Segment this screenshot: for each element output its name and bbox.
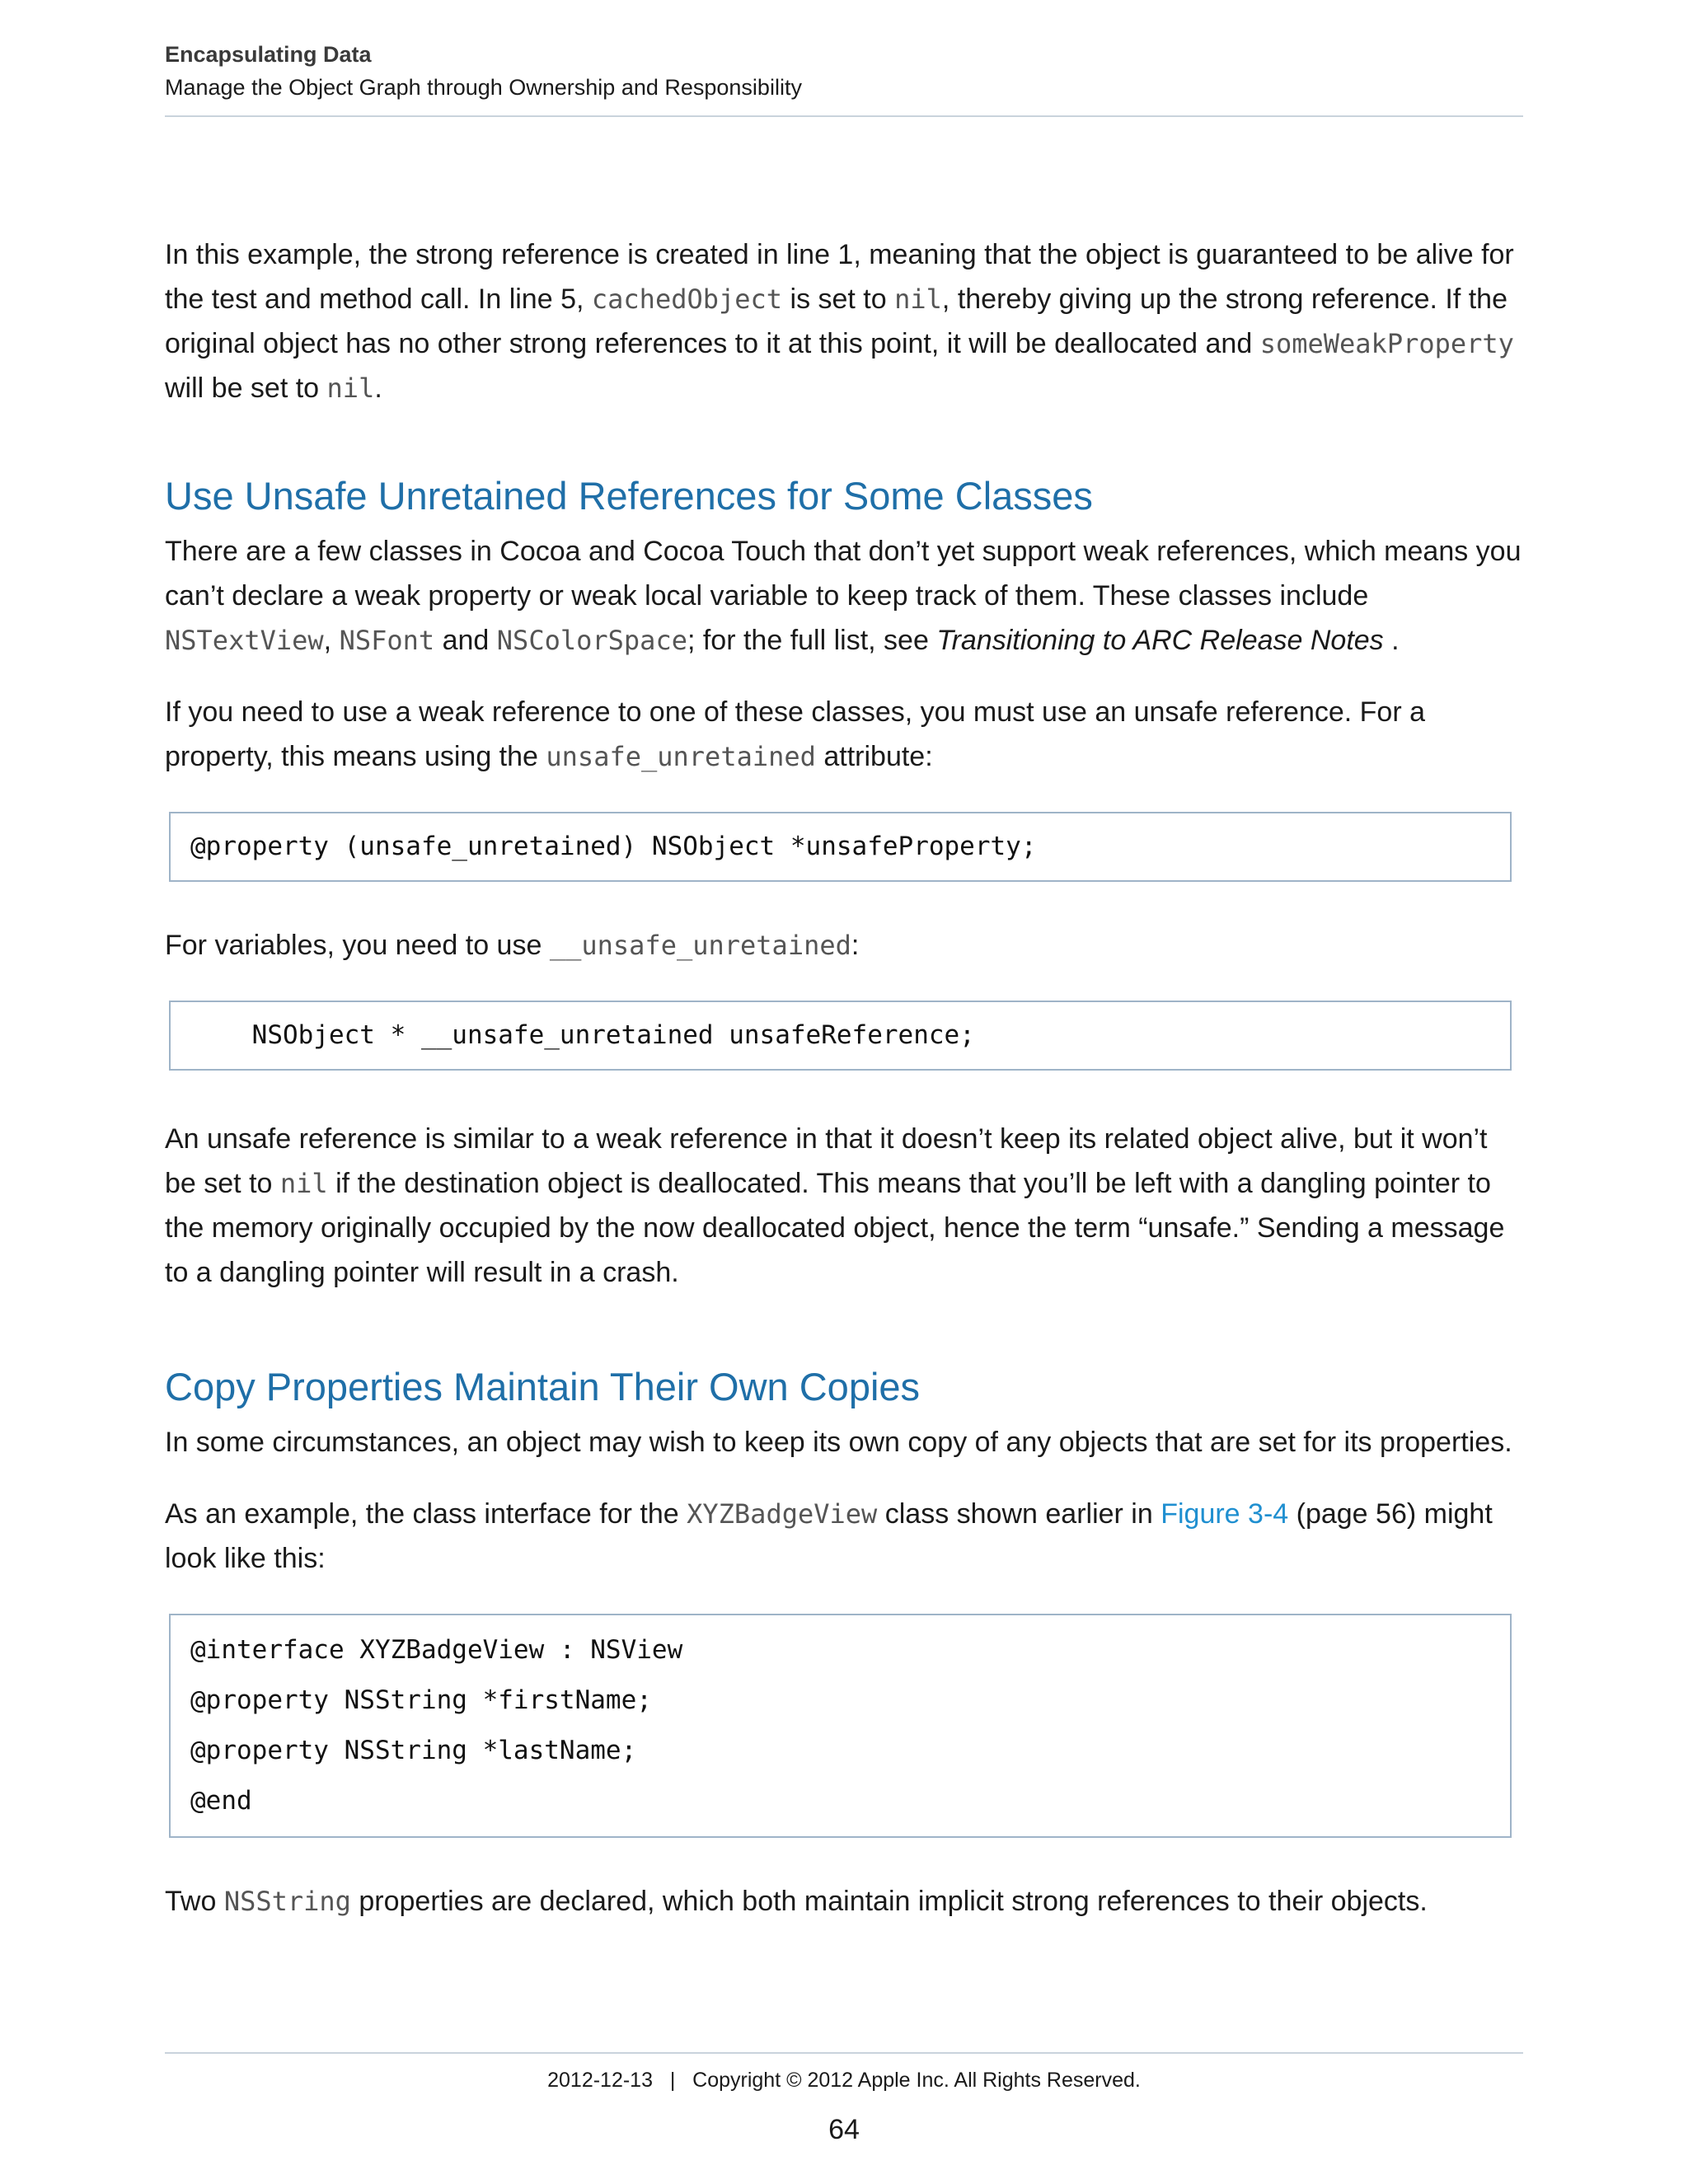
code-nil: nil bbox=[326, 373, 375, 404]
copyright-line: 2012-12-13 | Copyright © 2012 Apple Inc. All Rights Reserved. bbox=[547, 2069, 1141, 2092]
paragraph-nsstring-properties bbox=[165, 1879, 1523, 1924]
code-nil: nil bbox=[279, 1168, 328, 1199]
text-run: Two bbox=[165, 1886, 224, 1917]
text-run: properties are declared, which both maintain implicit strong references to their objects. bbox=[350, 1886, 1428, 1917]
code-nil: nil bbox=[894, 284, 942, 315]
code-nsfont: NSFont bbox=[339, 625, 435, 656]
code-line: @property (unsafe_unretained) NSObject *unsafeProperty; bbox=[190, 832, 1037, 861]
text-run: : bbox=[851, 930, 860, 961]
main-content bbox=[165, 232, 1523, 1924]
paragraph-strong-reference bbox=[165, 232, 1523, 410]
text-run: class shown earlier in bbox=[877, 1498, 1161, 1530]
chapter-title: Encapsulating Data bbox=[165, 42, 372, 67]
code-line: @end bbox=[190, 1786, 252, 1816]
paragraph-own-copy: In some circumstances, an object may wish to keep its own copy of any objects that are set for its properties. bbox=[165, 1427, 1512, 1458]
text-run: An unsafe reference is similar to a weak reference in that it doesn’t keep its related object alive, but it won’t be set to bbox=[165, 1123, 1488, 1199]
paragraph-unsafe-property bbox=[165, 690, 1523, 779]
header-divider bbox=[165, 115, 1523, 117]
text-run: (page 56) might look like this: bbox=[165, 1498, 1493, 1574]
footer-divider bbox=[165, 2052, 1523, 2054]
doc-title-reference: Transitioning to ARC Release Notes bbox=[936, 625, 1384, 656]
text-run: , bbox=[323, 625, 340, 656]
text-run: will be set to bbox=[165, 373, 327, 404]
code-block-interface bbox=[169, 1614, 1512, 1838]
running-header bbox=[165, 38, 1523, 104]
heading-unsafe-unretained: Use Unsafe Unretained References for Some Classes bbox=[165, 474, 1093, 518]
paragraph-dangling-pointer bbox=[165, 1117, 1523, 1295]
page-number: 64 bbox=[828, 2114, 860, 2145]
paragraph-class-interface bbox=[165, 1492, 1523, 1581]
section-title: Manage the Object Graph through Ownership and Responsibility bbox=[165, 75, 802, 100]
code-unsafe-unretained-qualifier: __unsafe_unretained bbox=[549, 930, 851, 961]
figure-3-4-link[interactable]: Figure 3-4 bbox=[1160, 1498, 1289, 1530]
text-run: , thereby giving up the strong reference. If the original object has no other strong references to it at this point, it will be deallocated and bbox=[165, 284, 1507, 359]
code-xyzbadgeview: XYZBadgeView bbox=[687, 1498, 878, 1530]
code-block-property bbox=[169, 812, 1512, 882]
code-line: @property NSString *lastName; bbox=[190, 1736, 637, 1765]
text-run: ; for the full list, see bbox=[687, 625, 937, 656]
text-run: As an example, the class interface for the bbox=[165, 1498, 687, 1530]
code-nscolorspace: NSColorSpace bbox=[496, 625, 687, 656]
heading-copy-properties: Copy Properties Maintain Their Own Copies bbox=[165, 1365, 921, 1408]
text-run: In this example, the strong reference is created in line 1, meaning that the object is guaranteed to be alive for the test and method call. In line 5, bbox=[165, 239, 1514, 315]
page-footer bbox=[165, 2065, 1523, 2148]
code-nsstring: NSString bbox=[223, 1886, 351, 1917]
code-cachedobject: cachedObject bbox=[591, 284, 783, 315]
text-run: For variables, you need to use bbox=[165, 930, 550, 961]
text-run: . bbox=[1383, 625, 1400, 656]
code-line: @property NSString *firstName; bbox=[190, 1685, 652, 1715]
code-someweakproperty: someWeakProperty bbox=[1259, 328, 1514, 359]
text-run: if the destination object is deallocated. This means that you’ll be left with a dangling pointer to the memory originally occupied by the now deallocated object, hence the term “unsafe.” Sending a message to a dangling pointer will result in a crash. bbox=[165, 1168, 1505, 1288]
code-nstextview: NSTextView bbox=[165, 625, 324, 656]
text-run: . bbox=[374, 373, 382, 404]
text-run: There are a few classes in Cocoa and Cocoa Touch that don’t yet support weak references, which means you can’t declare a weak property or weak local variable to keep track of them. These classes include bbox=[165, 536, 1522, 612]
code-line: NSObject * __unsafe_unretained unsafeReference; bbox=[190, 1020, 975, 1050]
paragraph-variables bbox=[165, 923, 1523, 968]
code-unsafe-unretained: unsafe_unretained bbox=[546, 741, 816, 772]
paragraph-unsupported-classes bbox=[165, 529, 1523, 663]
code-block-variable bbox=[169, 1001, 1512, 1071]
text-run: attribute: bbox=[815, 741, 933, 772]
text-run: If you need to use a weak reference to one of these classes, you must use an unsafe reference. For a property, this means using the bbox=[165, 696, 1426, 772]
text-run: and bbox=[434, 625, 497, 656]
text-run: is set to bbox=[782, 284, 895, 315]
code-line: @interface XYZBadgeView : NSView bbox=[190, 1635, 683, 1665]
